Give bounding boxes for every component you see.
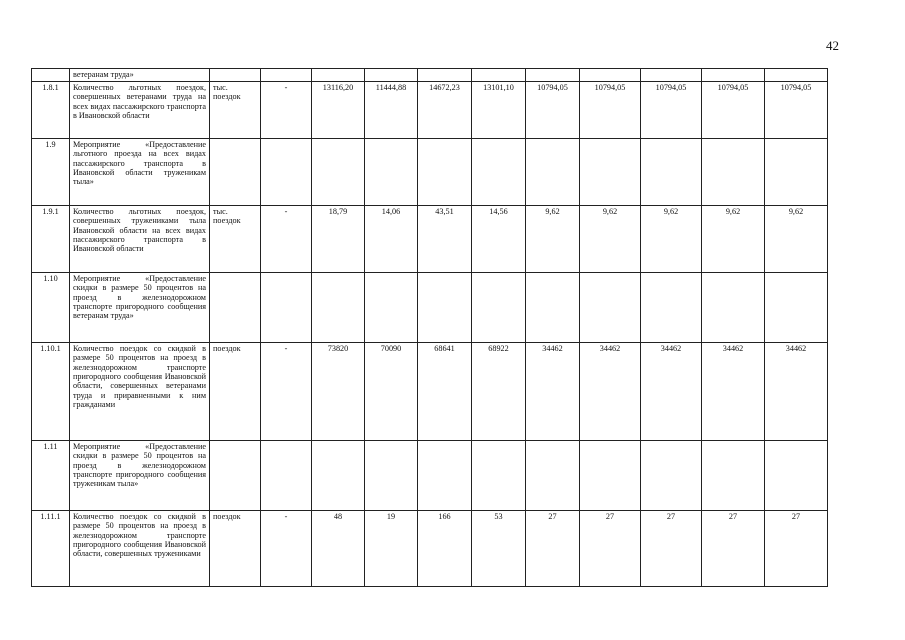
year-value-cell: 68922 [472,343,526,441]
year-value-cell: 34462 [526,343,580,441]
base-value-cell [261,273,312,343]
year-value-cell [526,273,580,343]
table-row [32,69,828,82]
unit-cell: тыс. поездок [210,82,261,139]
year-value-cell: 34462 [641,343,702,441]
year-value-cell [702,139,765,206]
year-value-cell [580,273,641,343]
row-number-cell: 1.11 [32,441,70,511]
table-row [32,441,828,511]
base-value-cell: - [261,82,312,139]
year-value-cell: 14672,23 [418,82,472,139]
row-number-cell: 1.9.1 [32,206,70,273]
row-number-cell [32,69,70,82]
year-value-cell [365,139,418,206]
year-value-cell [365,441,418,511]
year-value-cell [312,69,365,82]
base-value-cell: - [261,511,312,587]
base-value-cell: - [261,343,312,441]
year-value-cell: 9,62 [641,206,702,273]
year-value-cell: 68641 [418,343,472,441]
unit-cell: поездок [210,511,261,587]
year-value-cell [418,139,472,206]
year-value-cell [580,69,641,82]
year-value-cell: 14,56 [472,206,526,273]
year-value-cell: 27 [702,511,765,587]
year-value-cell: 53 [472,511,526,587]
base-value-cell [261,69,312,82]
table-row [32,206,828,273]
year-value-cell [472,441,526,511]
year-value-cell: 9,62 [702,206,765,273]
year-value-cell [472,139,526,206]
row-number-cell: 1.9 [32,139,70,206]
year-value-cell [526,69,580,82]
year-value-cell: 13116,20 [312,82,365,139]
year-value-cell [418,69,472,82]
row-number-cell: 1.11.1 [32,511,70,587]
year-value-cell: 27 [641,511,702,587]
year-value-cell [365,273,418,343]
year-value-cell [472,69,526,82]
year-value-cell [312,273,365,343]
unit-cell [210,441,261,511]
indicator-name-cell: Количество поездок со скидкой в размере 50 процентов на проезд в железнодорожном транспорте пригородного сообщения Ивановской области, совершенных тружениками [70,511,210,587]
unit-cell [210,273,261,343]
year-value-cell: 13101,10 [472,82,526,139]
year-value-cell: 73820 [312,343,365,441]
year-value-cell [702,69,765,82]
year-value-cell [580,441,641,511]
row-number-cell: 1.10 [32,273,70,343]
year-value-cell [702,273,765,343]
year-value-cell [580,139,641,206]
year-value-cell: 34462 [702,343,765,441]
base-value-cell: - [261,206,312,273]
unit-cell [210,139,261,206]
year-value-cell: 10794,05 [702,82,765,139]
year-value-cell: 18,79 [312,206,365,273]
year-value-cell [765,139,828,206]
year-value-cell: 9,62 [765,206,828,273]
year-value-cell: 34462 [580,343,641,441]
year-value-cell: 70090 [365,343,418,441]
year-value-cell [765,69,828,82]
base-value-cell [261,139,312,206]
indicator-name-cell: Количество поездок со скидкой в размере 50 процентов на проезд в железнодорожном транспорте пригородного сообщения Ивановской области, совершенных ветеранами труда и приравненными к ним гражданами [70,343,210,441]
table-row [32,511,828,587]
year-value-cell [418,273,472,343]
year-value-cell: 43,51 [418,206,472,273]
indicator-name-cell: Количество льготных поездок, совершенных тружениками тыла Ивановской области на всех видах пассажирского транспорта в Ивановской области [70,206,210,273]
year-value-cell: 10794,05 [765,82,828,139]
year-value-cell [641,69,702,82]
indicators-table [31,68,828,587]
table-row [32,343,828,441]
year-value-cell: 27 [526,511,580,587]
year-value-cell [312,441,365,511]
row-number-cell: 1.8.1 [32,82,70,139]
year-value-cell [365,69,418,82]
year-value-cell: 48 [312,511,365,587]
year-value-cell [641,139,702,206]
year-value-cell [765,441,828,511]
year-value-cell [641,273,702,343]
year-value-cell: 14,06 [365,206,418,273]
year-value-cell: 27 [765,511,828,587]
indicator-name-cell: ветеранам труда» [70,69,210,82]
indicator-name-cell: Мероприятие «Предоставление скидки в размере 50 процентов на проезд в железнодорожном транспорте пригородного сообщения ветеранам труда» [70,273,210,343]
base-value-cell [261,441,312,511]
year-value-cell: 27 [580,511,641,587]
indicator-name-cell: Количество льготных поездок, совершенных ветеранами труда на всех видах пассажирского транспорта в Ивановской области [70,82,210,139]
year-value-cell [418,441,472,511]
row-number-cell: 1.10.1 [32,343,70,441]
year-value-cell [526,139,580,206]
year-value-cell [472,273,526,343]
year-value-cell: 9,62 [580,206,641,273]
year-value-cell: 9,62 [526,206,580,273]
year-value-cell [312,139,365,206]
year-value-cell [765,273,828,343]
indicator-name-cell: Мероприятие «Предоставление льготного проезда на всех видах пассажирского транспорта в Ивановской области труженикам тыла» [70,139,210,206]
year-value-cell: 19 [365,511,418,587]
page-number: 42 [826,38,839,53]
year-value-cell: 10794,05 [526,82,580,139]
year-value-cell: 10794,05 [641,82,702,139]
table-row [32,82,828,139]
year-value-cell: 11444,88 [365,82,418,139]
year-value-cell [526,441,580,511]
year-value-cell: 10794,05 [580,82,641,139]
year-value-cell: 166 [418,511,472,587]
unit-cell [210,69,261,82]
unit-cell: поездок [210,343,261,441]
table-row [32,273,828,343]
unit-cell: тыс. поездок [210,206,261,273]
year-value-cell [641,441,702,511]
indicator-name-cell: Мероприятие «Предоставление скидки в размере 50 процентов на проезд в железнодорожном транспорте пригородного сообщения труженикам тыла» [70,441,210,511]
table-body [32,69,828,587]
year-value-cell: 34462 [765,343,828,441]
year-value-cell [702,441,765,511]
table-row [32,139,828,206]
